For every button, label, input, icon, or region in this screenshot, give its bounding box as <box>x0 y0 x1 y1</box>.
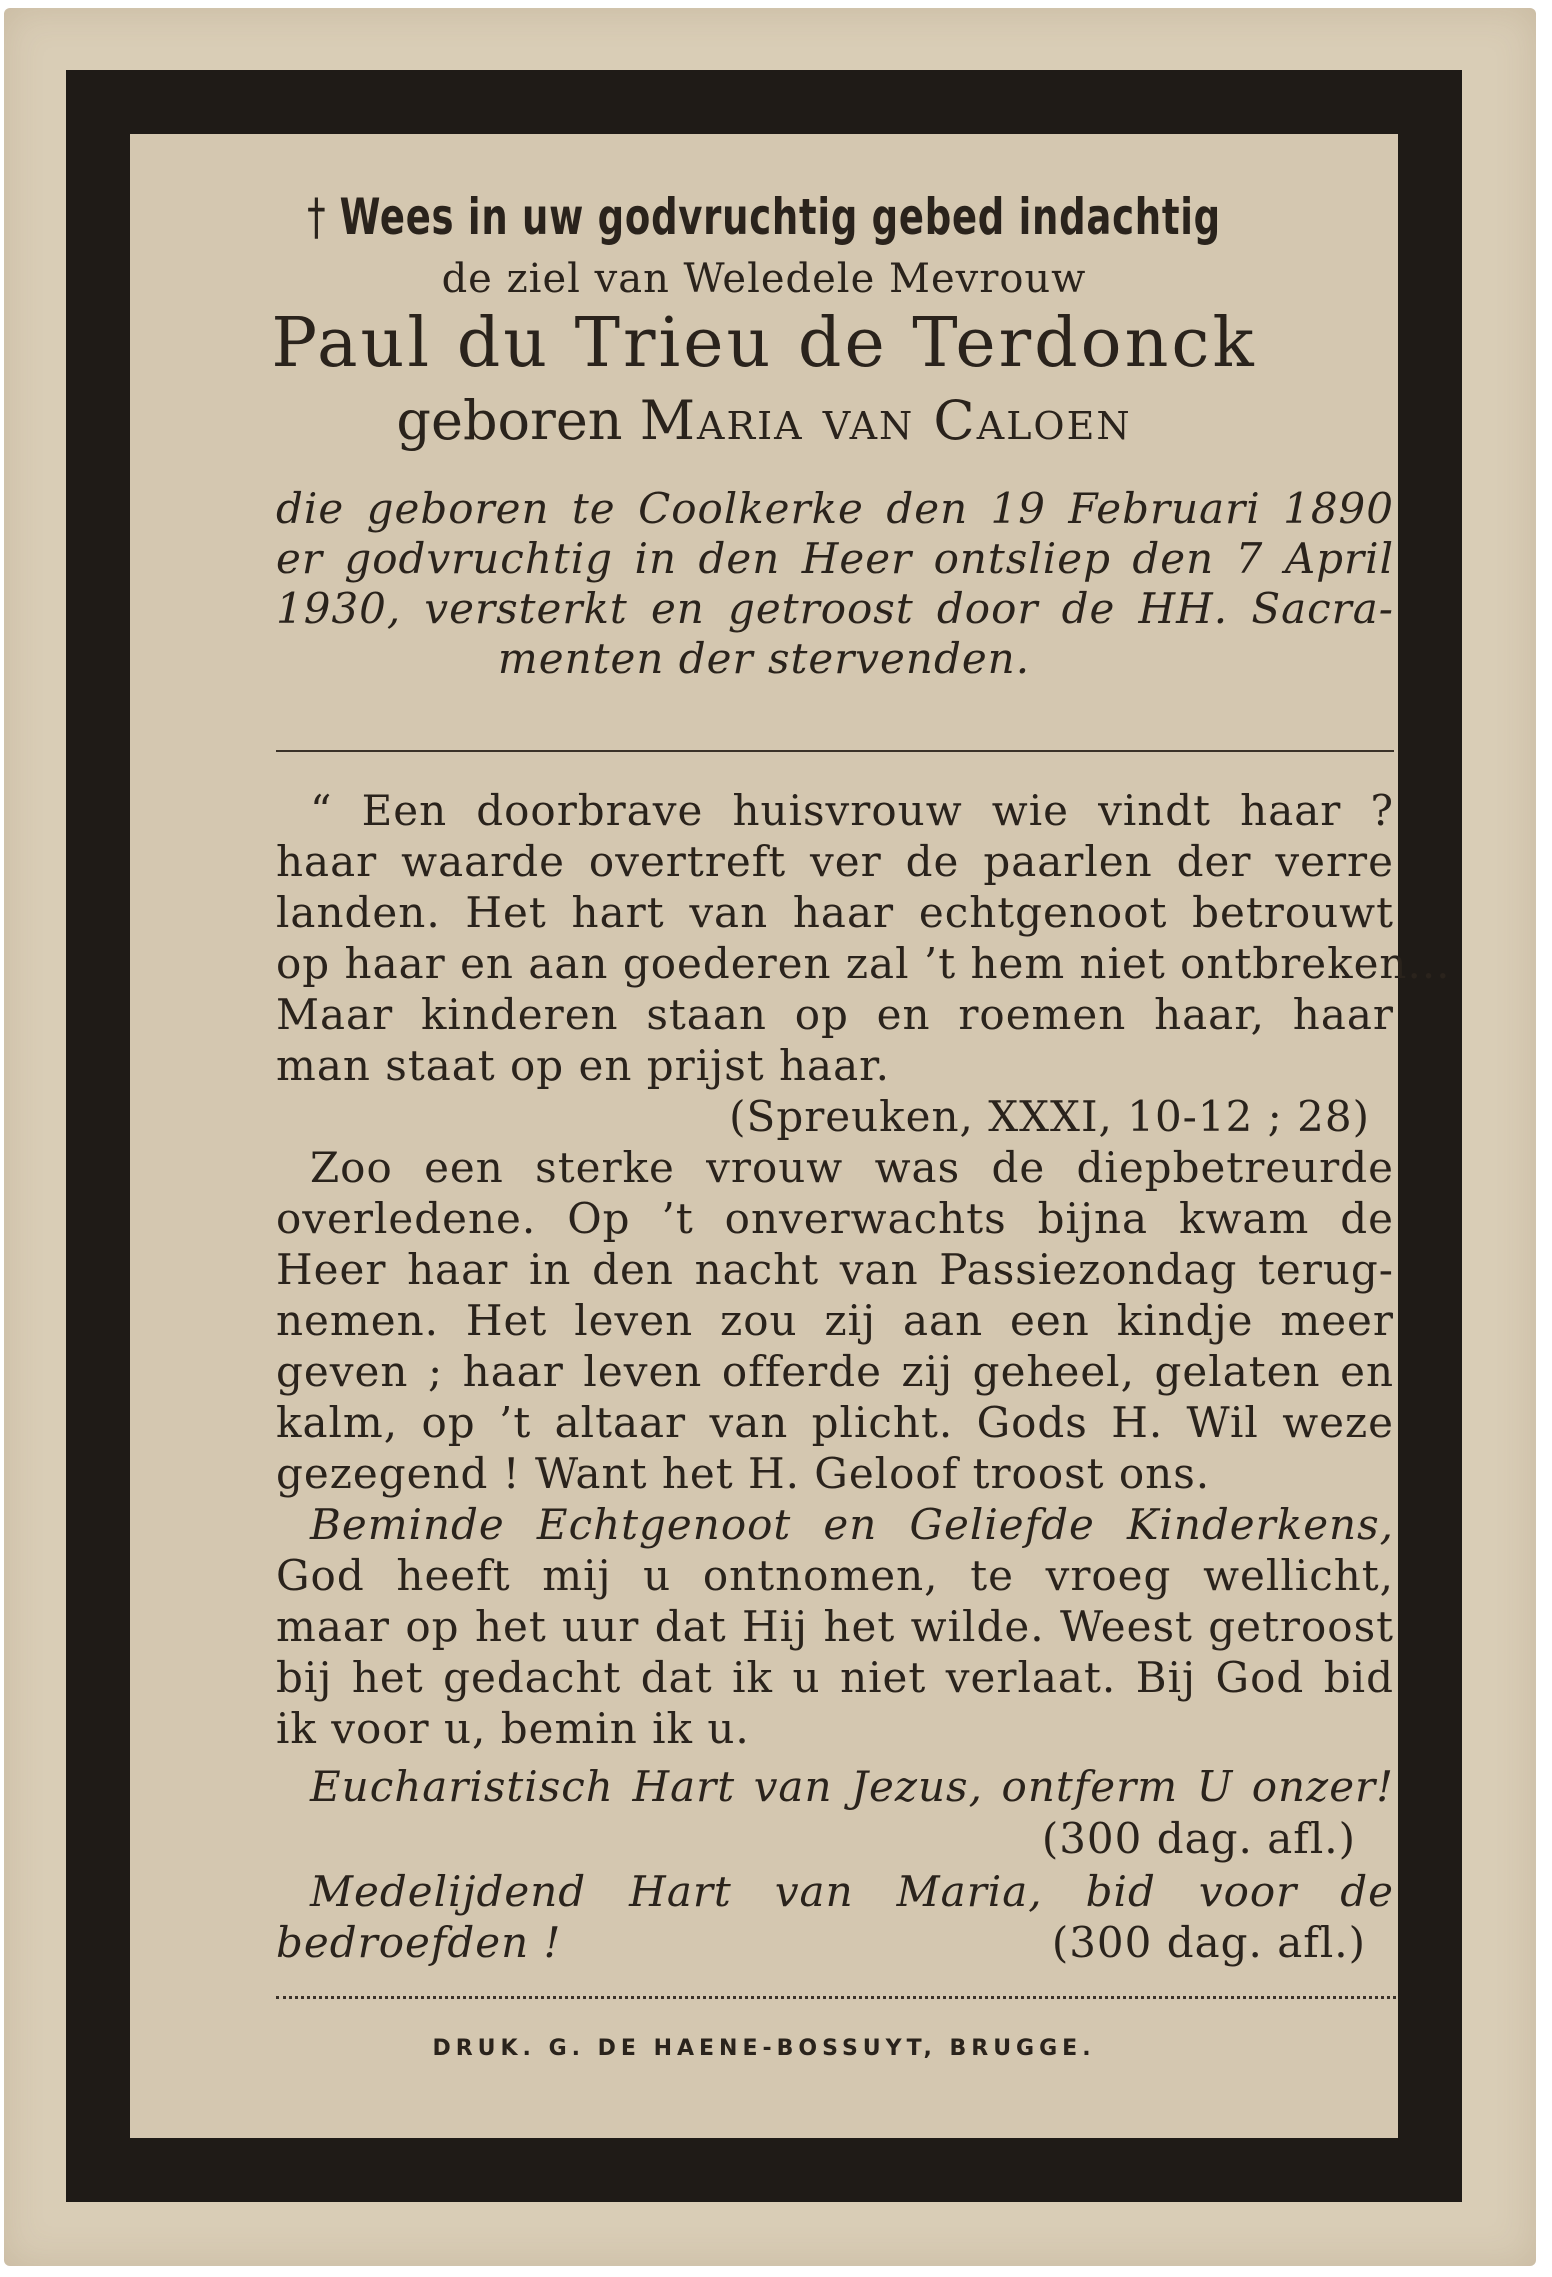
quote-line: “ Een doorbrave huisvrouw wie vindt haar ? <box>310 786 1394 835</box>
quote-line: Maar kinderen staan op en roemen haar, haar <box>276 990 1394 1039</box>
heading-line <box>295 188 1233 246</box>
address-line: Beminde Echtgenoot en Geliefde Kinderkens, <box>310 1500 1394 1549</box>
printer-imprint: DRUK. G. DE HAENE-BOSSUYT, BRUGGE. <box>432 2036 1096 2061</box>
born-prefix: geboren <box>396 389 623 452</box>
tribute-line: gezegend ! Want het H. Geloof troost ons. <box>276 1449 1211 1498</box>
heading-text: Wees in uw godvruchtig gebed indachtig <box>339 188 1221 246</box>
black-mourning-border <box>66 70 1462 2202</box>
bio-line: menten der stervenden. <box>497 634 1031 683</box>
quote-line: haar waarde overtreft ver de paarlen der verre <box>276 837 1394 886</box>
prayer-line: Eucharistisch Hart van Jezus, ontferm U onzer! <box>310 1762 1394 1811</box>
tribute-line: Heer haar in den nacht van Passiezondag terug- <box>276 1245 1394 1294</box>
farewell-line: maar op het uur dat Hij het wilde. Weest getroost <box>276 1602 1394 1651</box>
tribute-line: kalm, op ’t altaar van plicht. Gods H. Wil weze <box>276 1398 1394 1447</box>
quote-line: man staat op en prijst haar. <box>276 1041 890 1090</box>
quote-line: op haar en aan goederen zal ’t hem niet ontbreken... <box>276 939 1451 988</box>
maiden-name: Maria van Caloen <box>639 389 1132 452</box>
tribute-line: nemen. Het leven zou zij aan een kindje meer <box>276 1296 1394 1345</box>
prayer-line: Medelijdend Hart van Maria, bid voor de <box>310 1867 1394 1916</box>
prayer-line-text: bedroefden ! <box>276 1918 562 1967</box>
memorial-card <box>4 8 1536 2266</box>
divider-rule <box>276 750 1394 752</box>
bio-line: die geboren te Coolkerke den 19 Februari 1890 <box>276 484 1394 533</box>
intro-text: de ziel van Weledele Mevrouw <box>441 256 1087 302</box>
tribute-line: overledene. Op ’t onverwachts bijna kwam de <box>276 1194 1394 1243</box>
tribute-line: Zoo een sterke vrouw was de diepbetreurde <box>310 1143 1394 1192</box>
card-text-panel <box>130 134 1451 2138</box>
indulgence-note: (300 dag. afl.) <box>1051 1918 1366 1967</box>
deceased-name: Paul du Trieu de Terdonck <box>271 304 1257 383</box>
bio-line: 1930, versterkt en getroost door de HH. Sacra- <box>276 584 1394 633</box>
farewell-line: bij het gedacht dat ik u niet verlaat. Bij God bid <box>276 1653 1394 1702</box>
farewell-line: God heeft mij u ontnomen, te vroeg wellicht, <box>276 1551 1394 1600</box>
dotted-divider <box>276 1996 1396 1999</box>
tribute-line: geven ; haar leven offerde zij geheel, gelaten en <box>276 1347 1394 1396</box>
indulgence-note: (300 dag. afl.) <box>1041 1814 1356 1863</box>
maiden-name-line <box>130 389 1398 452</box>
farewell-line: ik voor u, bemin ik u. <box>276 1704 750 1753</box>
quote-source: (Spreuken, XXXI, 10-12 ; 28) <box>729 1092 1370 1141</box>
quote-line: landen. Het hart van haar echtgenoot betrouwt <box>276 888 1394 937</box>
cross-icon: † <box>307 188 327 246</box>
prayer-line-end <box>276 1918 1394 1967</box>
bio-line: er godvruchtig in den Heer ontsliep den 7 April <box>276 534 1394 583</box>
